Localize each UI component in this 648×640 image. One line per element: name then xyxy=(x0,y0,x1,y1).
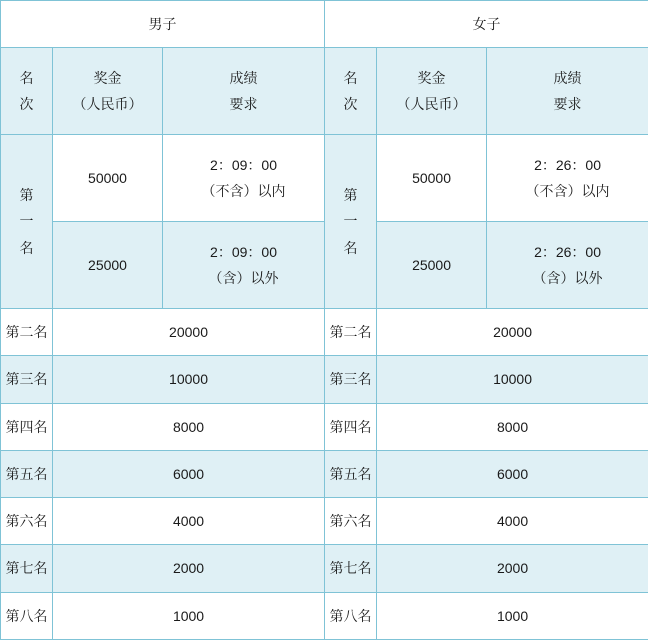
table-row xyxy=(1,403,648,450)
rank-cell-men-first xyxy=(1,135,53,309)
requirement-men-first-outside-line2: （含）以外 xyxy=(208,270,279,287)
rank-women-6: 第六名 xyxy=(325,498,377,545)
header-prize-women-line2: （人民币） xyxy=(396,96,467,113)
prize-men-first-inside: 50000 xyxy=(53,135,163,222)
header-prize-women xyxy=(377,48,487,135)
header-rank-women-line1: 名 xyxy=(343,69,358,86)
prize-women-2: 20000 xyxy=(377,309,648,356)
rank-women-first-char3: 名 xyxy=(343,240,358,257)
prize-women-5: 6000 xyxy=(377,450,648,497)
requirement-men-first-inside xyxy=(163,135,325,222)
requirement-women-first-outside-line1: 2：26：00 xyxy=(534,243,602,260)
rank-men-5: 第五名 xyxy=(1,450,53,497)
rank-women-8: 第八名 xyxy=(325,592,377,639)
prize-women-first-outside: 25000 xyxy=(377,222,487,309)
header-rank-men xyxy=(1,48,53,135)
requirement-men-first-inside-line2: （不含）以内 xyxy=(201,183,286,200)
table-header-gender-row xyxy=(1,1,648,48)
requirement-women-first-inside-line2: （不含）以内 xyxy=(525,183,610,200)
header-rank-men-line2: 次 xyxy=(19,96,34,113)
header-requirement-women xyxy=(487,48,648,135)
prize-men-4: 8000 xyxy=(53,403,325,450)
rank-men-first-char2: 一 xyxy=(19,213,34,230)
prize-men-8: 1000 xyxy=(53,592,325,639)
header-requirement-men-line1: 成绩 xyxy=(229,69,258,86)
rank-women-3: 第三名 xyxy=(325,356,377,403)
rank-men-7: 第七名 xyxy=(1,545,53,592)
rank-men-8: 第八名 xyxy=(1,592,53,639)
table-row xyxy=(1,592,648,639)
prize-women-7: 2000 xyxy=(377,545,648,592)
requirement-men-first-outside xyxy=(163,222,325,309)
header-requirement-men xyxy=(163,48,325,135)
rank-women-7: 第七名 xyxy=(325,545,377,592)
prize-men-3: 10000 xyxy=(53,356,325,403)
rank-men-3: 第三名 xyxy=(1,356,53,403)
requirement-women-first-inside-line1: 2：26：00 xyxy=(534,156,602,173)
table-row xyxy=(1,498,648,545)
prize-men-2: 20000 xyxy=(53,309,325,356)
rank-cell-women-first xyxy=(325,135,377,309)
rank-women-4: 第四名 xyxy=(325,403,377,450)
prize-women-6: 4000 xyxy=(377,498,648,545)
prize-men-5: 6000 xyxy=(53,450,325,497)
rank-men-4: 第四名 xyxy=(1,403,53,450)
header-requirement-women-line2: 要求 xyxy=(553,96,582,113)
requirement-men-first-inside-line1: 2：09：00 xyxy=(210,156,277,173)
requirement-men-first-outside-line1: 2：09：00 xyxy=(210,243,277,260)
prize-women-3: 10000 xyxy=(377,356,648,403)
header-prize-women-line1: 奖金 xyxy=(417,69,446,86)
prize-men-first-outside: 25000 xyxy=(53,222,163,309)
header-prize-men-line1: 奖金 xyxy=(93,69,122,86)
header-group-women: 女子 xyxy=(325,1,648,48)
first-place-row-outside xyxy=(1,222,648,309)
table-header-columns-row xyxy=(1,48,648,135)
prize-women-4: 8000 xyxy=(377,403,648,450)
rank-women-first-char1: 第 xyxy=(343,186,358,203)
header-rank-women-line2: 次 xyxy=(343,96,358,113)
table-row xyxy=(1,545,648,592)
rank-men-6: 第六名 xyxy=(1,498,53,545)
prize-men-6: 4000 xyxy=(53,498,325,545)
rank-men-2: 第二名 xyxy=(1,309,53,356)
prize-women-first-inside: 50000 xyxy=(377,135,487,222)
requirement-women-first-inside xyxy=(487,135,648,222)
header-group-men: 男子 xyxy=(1,1,325,48)
header-requirement-women-line1: 成绩 xyxy=(553,69,582,86)
rank-men-first-char3: 名 xyxy=(19,240,34,257)
header-prize-men xyxy=(53,48,163,135)
prize-women-8: 1000 xyxy=(377,592,648,639)
requirement-women-first-outside-line2: （含）以外 xyxy=(532,270,603,287)
prize-men-7: 2000 xyxy=(53,545,325,592)
table-row xyxy=(1,450,648,497)
header-prize-men-line2: （人民币） xyxy=(72,96,143,113)
rank-men-first-char1: 第 xyxy=(19,186,34,203)
rank-women-first-char2: 一 xyxy=(343,213,358,230)
header-rank-men-line1: 名 xyxy=(19,69,34,86)
header-rank-women xyxy=(325,48,377,135)
header-requirement-men-line2: 要求 xyxy=(229,96,258,113)
first-place-row-inside xyxy=(1,135,648,222)
rank-women-5: 第五名 xyxy=(325,450,377,497)
requirement-women-first-outside xyxy=(487,222,648,309)
table-row xyxy=(1,356,648,403)
rank-women-2: 第二名 xyxy=(325,309,377,356)
table-row xyxy=(1,309,648,356)
